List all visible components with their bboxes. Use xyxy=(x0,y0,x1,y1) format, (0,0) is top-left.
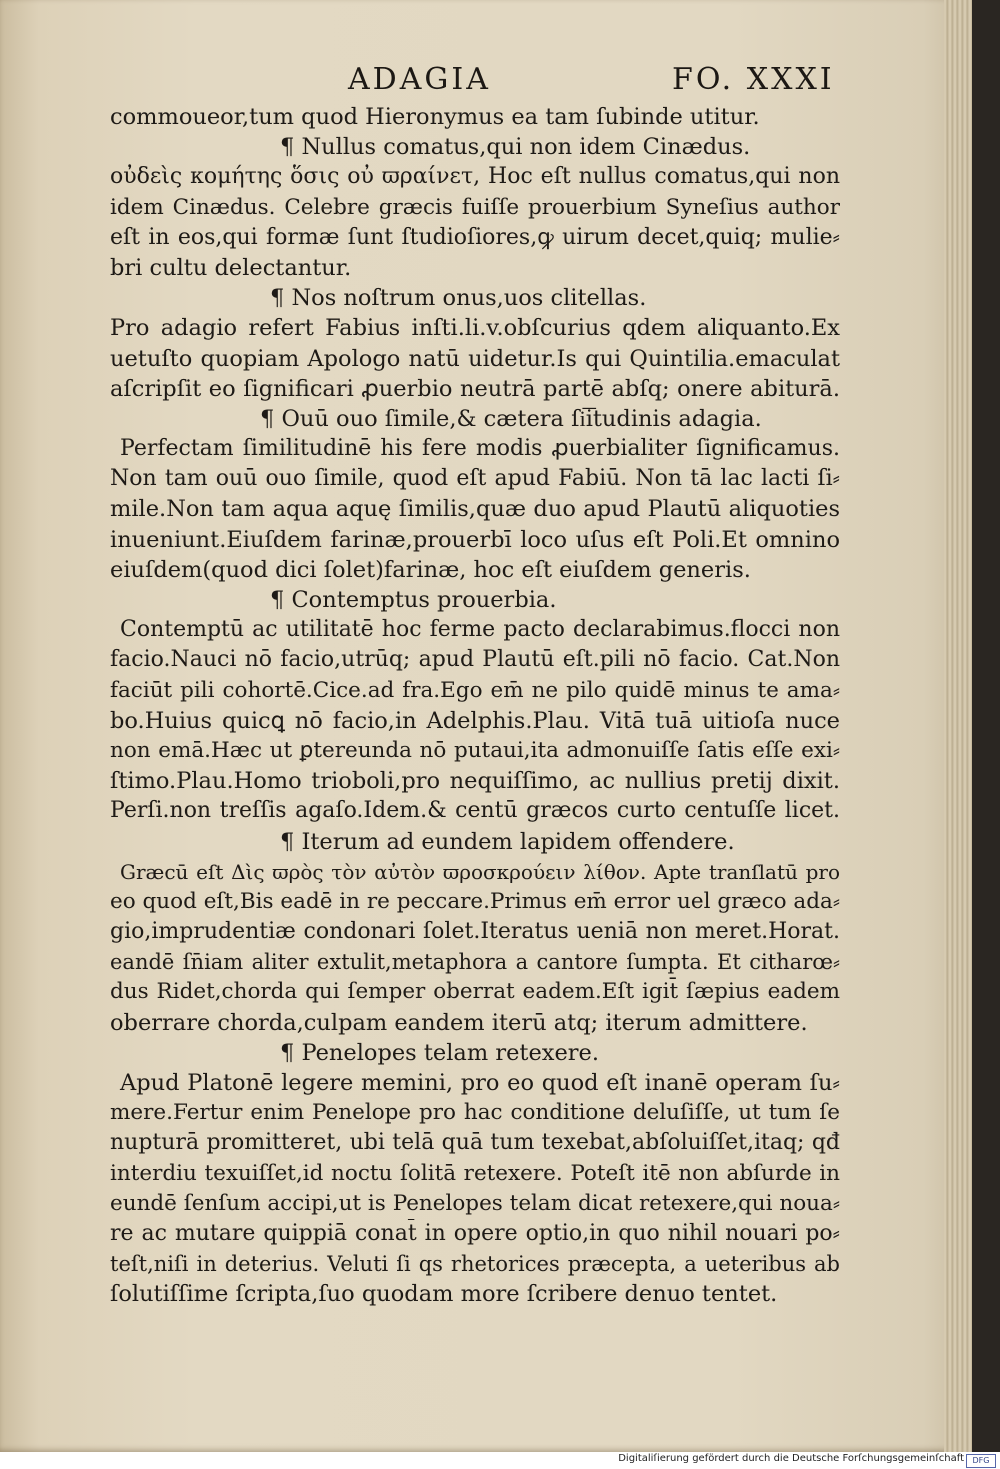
text-line: interdiu texuiſſet,id noctu ſolitā retexere. Poteſt itē non abſurde in xyxy=(110,1160,840,1186)
section-heading: ¶ Penelopes telam retexere. xyxy=(280,1039,599,1066)
text-line: Perſi.non treſſis agaſo.Idem.& centū græcos curto centuſſe licet. xyxy=(110,798,840,824)
text-line: commoueor,tum quod Hieronymus ea tam ſubinde utitur. xyxy=(110,104,760,130)
text-line: Perfectam ſimilitudinē his fere modis ꝓuerbialiter ſignificamus. xyxy=(120,436,840,462)
text-line: nupturā promitteret, ubi telā quā tum texebat,abſoluiſſet,itaq; qđ xyxy=(110,1130,840,1156)
text-line: faciūt pili cohortē.Cice.ad fra.Ego em̄ ne pilo quidē minus te ama⸗ xyxy=(110,677,840,703)
section-heading: ¶ Iterum ad eundem lapidem offendere. xyxy=(280,828,735,855)
text-line: re ac mutare quippiā conat̄ in opere optio,in quo nihil nouari po⸗ xyxy=(110,1220,840,1246)
text-line: uetuſto quopiam Apologo natū uidetur.Is qui Quintilia.emaculat xyxy=(110,345,840,372)
text-line: mile.Non tam aqua aquę ſimilis,quæ duo apud Plautū aliquoties xyxy=(110,496,840,523)
text-line: idem Cinædus. Celebre græcis fuiſſe prouerbium Syneſius author xyxy=(110,194,840,220)
text-line: facio.Nauci nō facio,utrūq; apud Plautū eſt.pili nō facio. Cat.Non xyxy=(110,647,840,673)
text-line: non emā.Hæc ut ꝑtereunda nō putaui,ita admonuiſſe ſatis eſſe exi⸗ xyxy=(110,737,840,763)
text-line: Non tam ouū ouo ſimile, quod eſt apud Fabiū. Non tā lac lacti ſi⸗ xyxy=(110,466,840,492)
dfg-logo: DFG xyxy=(966,1454,996,1468)
section-heading: ¶ Contemptus prouerbia. xyxy=(270,587,557,613)
folio-number: FO. XXXI xyxy=(672,62,835,97)
text-line: eandē ſn̄iam aliter extulit,metaphora a cantore ſumpta. Et citharœ⸗ xyxy=(110,950,840,975)
text-line: Pro adagio refert Fabius inſti.li.v.obſcurius qdem aliquanto.Ex xyxy=(110,315,840,342)
text-line: eſt in eos,qui formæ ſunt ſtudioſiores,ꝙ uirum decet,quiq; mulie⸗ xyxy=(110,224,840,250)
text-line: aſcripſit eo ſignificari ꝓuerbio neutrā partē abſq; onere abiturā. xyxy=(110,375,840,402)
text-line: teſt,niſi in deterius. Veluti ſi qs rhetorices præcepta, a ueteribus ab xyxy=(110,1252,840,1277)
text-line: inueniunt.Eiuſdem farinæ,prouerbī loco uſus eſt Poli.Et omnino xyxy=(110,526,840,553)
text-line: gio,imprudentiæ condonari ſolet.Iteratus ueniā non meret.Horat. xyxy=(110,919,840,945)
footer-bar xyxy=(0,1452,1000,1469)
section-heading: ¶ Ouū ouo ſimile,& cætera ſi͞itudinis adagia. xyxy=(260,405,762,432)
footer-credit: Digitaliſierung gefördert durch die Deutsche Forſchungsgemeinſchaft xyxy=(618,1453,964,1464)
text-line: eiuſdem(quod dici ſolet)farinæ, hoc eſt eiuſdem generis. xyxy=(110,556,751,583)
section-heading: ¶ Nos noſtrum onus,uos clitellas. xyxy=(270,285,647,312)
text-line: ſolutiſſime ſcripta,ſuo quodam more ſcribere denuo tentet. xyxy=(110,1281,778,1308)
page-edges xyxy=(944,0,972,1452)
text-line: bo.Huius quicꝗ nō facio,in Adelphis.Plau. Vitā tuā uitioſa nuce xyxy=(110,707,840,734)
text-block xyxy=(110,102,840,1310)
text-line: eo quod eſt,Bis eadē in re peccare.Primus em̄ error uel græco ada⸗ xyxy=(110,888,840,914)
text-line: oberrare chorda,culpam eandem iterū atq; iterum admittere. xyxy=(110,1009,808,1036)
text-line: bri cultu delectantur. xyxy=(110,254,352,281)
running-header xyxy=(0,62,972,102)
text-line: mere.Fertur enim Penelope pro hac conditione deluſiſſe, ut tum ſe xyxy=(110,1100,840,1126)
header-title: ADAGIA xyxy=(348,62,491,97)
text-line: dus Ridet,chorda qui ſemper oberrat eadem.Eſt igit̄ ſæpius eadem xyxy=(110,979,840,1005)
text-line: Apud Platonē legere memini, pro eo quod eſt inanē operam ſu⸗ xyxy=(120,1070,840,1096)
text-line: ſtimo.Plau.Homo trioboli,pro nequiſſimo, ac nullius pretij dixit. xyxy=(110,768,840,795)
text-line: Græcū eſt Δὶς ϖρὸς τὸν αὐτὸν ϖροσκρούειν λίθον. Apte tranſlatū pro xyxy=(120,859,840,884)
text-line: οὐδεὶς κομήτης ὅσις οὐ ϖραίνετ, Hoc eſt nullus comatus,qui non xyxy=(110,164,840,190)
text-line: Contemptū ac utilitatē hoc ferme pacto declarabimus.flocci non xyxy=(120,617,840,643)
section-heading: ¶ Nullus comatus,qui non idem Cinædus. xyxy=(280,134,751,161)
text-line: eundē ſenſum accipi,ut is Penelopes telam dicat retexere,qui noua⸗ xyxy=(110,1190,840,1216)
